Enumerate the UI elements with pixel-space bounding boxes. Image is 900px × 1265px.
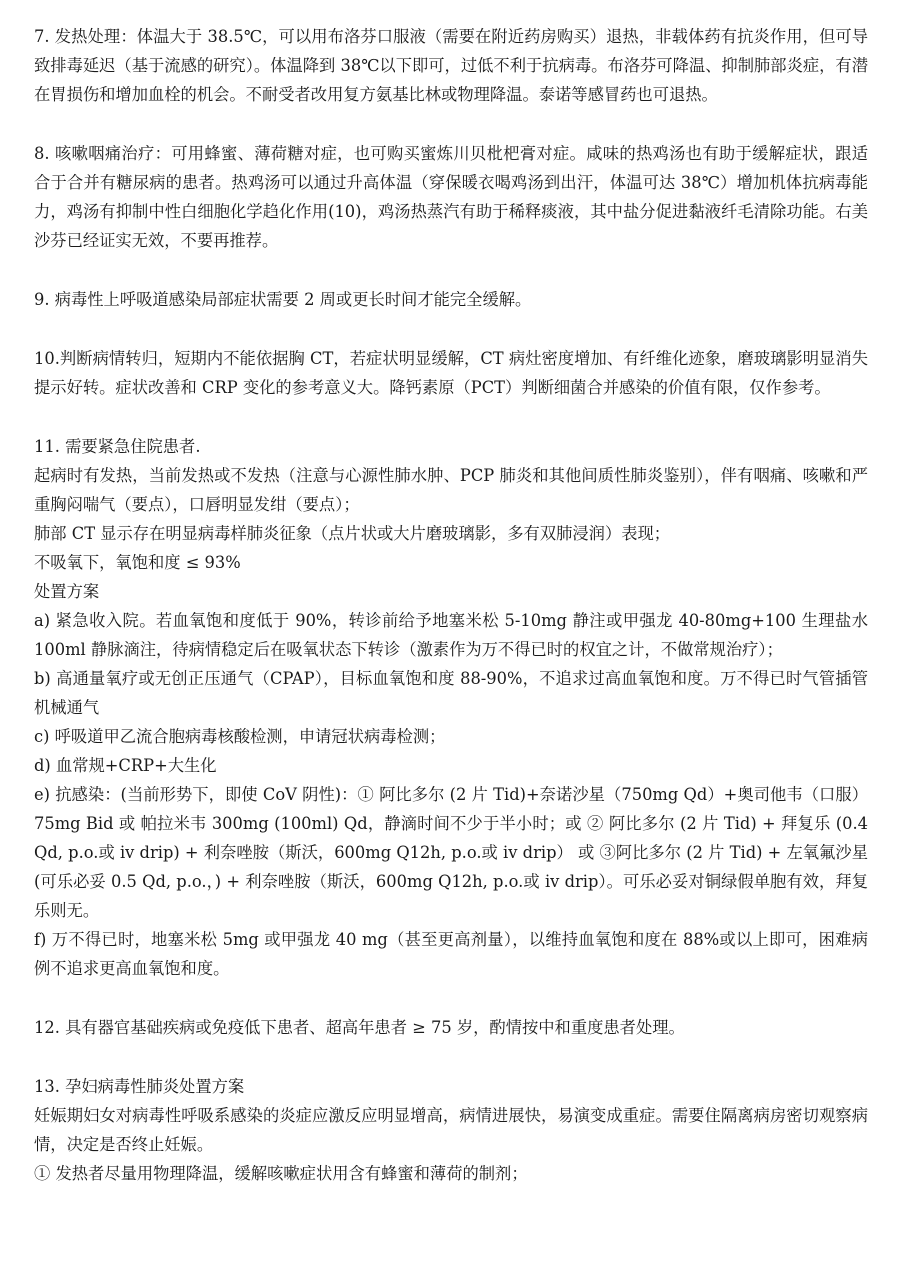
section-10 xyxy=(34,344,868,402)
paragraph: 起病时有发热，当前发热或不发热（注意与心源性肺水肿、PCP 肺炎和其他间质性肺炎鉴别），伴有咽痛、咳嗽和严重胸闷喘气（要点），口唇明显发绀（要点）； xyxy=(34,466,868,514)
list-item: a) 紧急收入院。若血氧饱和度低于 90%，转诊前给予地塞米松 5-10mg 静注或甲强龙 40-80mg+100 生理盐水 100ml 静脉滴注，待病情稳定后在吸氧状态下转诊（激素作为万不得已时的权宜之计，不做常规治疗）； xyxy=(34,611,868,659)
paragraph: 不吸氧下，氧饱和度 ≤ 93% xyxy=(34,553,241,572)
section-11 xyxy=(34,432,868,983)
section-8 xyxy=(34,139,868,255)
paragraph: 10.判断病情转归，短期内不能依据胸 CT，若症状明显缓解，CT 病灶密度增加、有纤维化迹象，磨玻璃影明显消失提示好转。症状改善和 CRP 变化的参考意义大。降钙素原（PCT）判断细菌合并感染的价值有限，仅作参考。 xyxy=(34,349,868,397)
list-item: ① 发热者尽量用物理降温，缓解咳嗽症状用含有蜂蜜和薄荷的制剂； xyxy=(34,1164,528,1183)
list-item: d) 血常规+CRP+大生化 xyxy=(34,756,217,775)
document-body xyxy=(34,22,868,1188)
list-item: c) 呼吸道甲乙流合胞病毒核酸检测，申请冠状病毒检测； xyxy=(34,727,446,746)
list-item: f) 万不得已时，地塞米松 5mg 或甲强龙 40 mg（甚至更高剂量），以维持血氧饱和度在 88%或以上即可，困难病例不追求更高血氧饱和度。 xyxy=(34,930,868,978)
paragraph: 8. 咳嗽咽痛治疗：可用蜂蜜、薄荷糖对症，也可购买蜜炼川贝枇杷膏对症。咸味的热鸡汤也有助于缓解症状，跟适合于合并有糖尿病的患者。热鸡汤可以通过升高体温（穿保暖衣喝鸡汤到出汗，体温可达 38℃）增加机体抗病毒能力，鸡汤有抑制中性白细胞化学趋化作用(10)，鸡汤热蒸汽有助于稀释痰液，其中盐分促进黏液纤毛清除功能。右美沙芬已经证实无效，不要再推荐。 xyxy=(34,144,868,250)
section-7 xyxy=(34,22,868,109)
paragraph: 妊娠期妇女对病毒性呼吸系感染的炎症应激反应明显增高，病情进展快，易演变成重症。需要住隔离病房密切观察病情，决定是否终止妊娠。 xyxy=(34,1106,868,1154)
section-heading: 13. 孕妇病毒性肺炎处置方案 xyxy=(34,1077,245,1096)
list-item: b) 高通量氧疗或无创正压通气（CPAP），目标血氧饱和度 88-90%，不追求过高血氧饱和度。万不得已时气管插管机械通气 xyxy=(34,669,868,717)
section-12 xyxy=(34,1013,868,1042)
paragraph: 7. 发热处理：体温大于 38.5℃，可以用布洛芬口服液（需要在附近药房购买）退热，非载体药有抗炎作用，但可导致排毒延迟（基于流感的研究）。体温降到 38℃以下即可，过低不利于抗病毒。布洛芬可降温、抑制肺部炎症，有潜在胃损伤和增加血栓的机会。不耐受者改用复方氨基比林或物理降温。泰诺等感冒药也可退热。 xyxy=(34,27,868,104)
paragraph: 12. 具有器官基础疾病或免疫低下患者、超高年患者 ≥ 75 岁，酌情按中和重度患者处理。 xyxy=(34,1018,685,1037)
subheading: 处置方案 xyxy=(34,582,100,601)
section-13 xyxy=(34,1072,868,1188)
paragraph: 9. 病毒性上呼吸道感染局部症状需要 2 周或更长时间才能完全缓解。 xyxy=(34,290,532,309)
list-item: e) 抗感染：(当前形势下，即使 CoV 阴性)：① 阿比多尔 (2 片 Tid)+奈诺沙星（750mg Qd）+奥司他韦（口服）75mg Bid 或 帕拉米韦 300mg (100ml) Qd，静滴时间不少于半小时；或 ② 阿比多尔 (2 片 Tid) + 拜复乐 (0.4 Qd, p.o.或 iv drip) + 利奈唑胺（斯沃，600mg Q12h, p.o.或 iv drip） 或 ③阿比多尔 (2 片 Tid) + 左氧氟沙星 (可乐必妥 0.5 Qd, p.o.，) + 利奈唑胺（斯沃，600mg Q12h, p.o.或 iv drip）。可乐必妥对铜绿假单胞有效，拜复乐则无。 xyxy=(34,785,868,920)
paragraph: 肺部 CT 显示存在明显病毒样肺炎征象（点片状或大片磨玻璃影，多有双肺浸润）表现； xyxy=(34,524,671,543)
section-heading: 11. 需要紧急住院患者. xyxy=(34,437,201,456)
section-9 xyxy=(34,285,868,314)
